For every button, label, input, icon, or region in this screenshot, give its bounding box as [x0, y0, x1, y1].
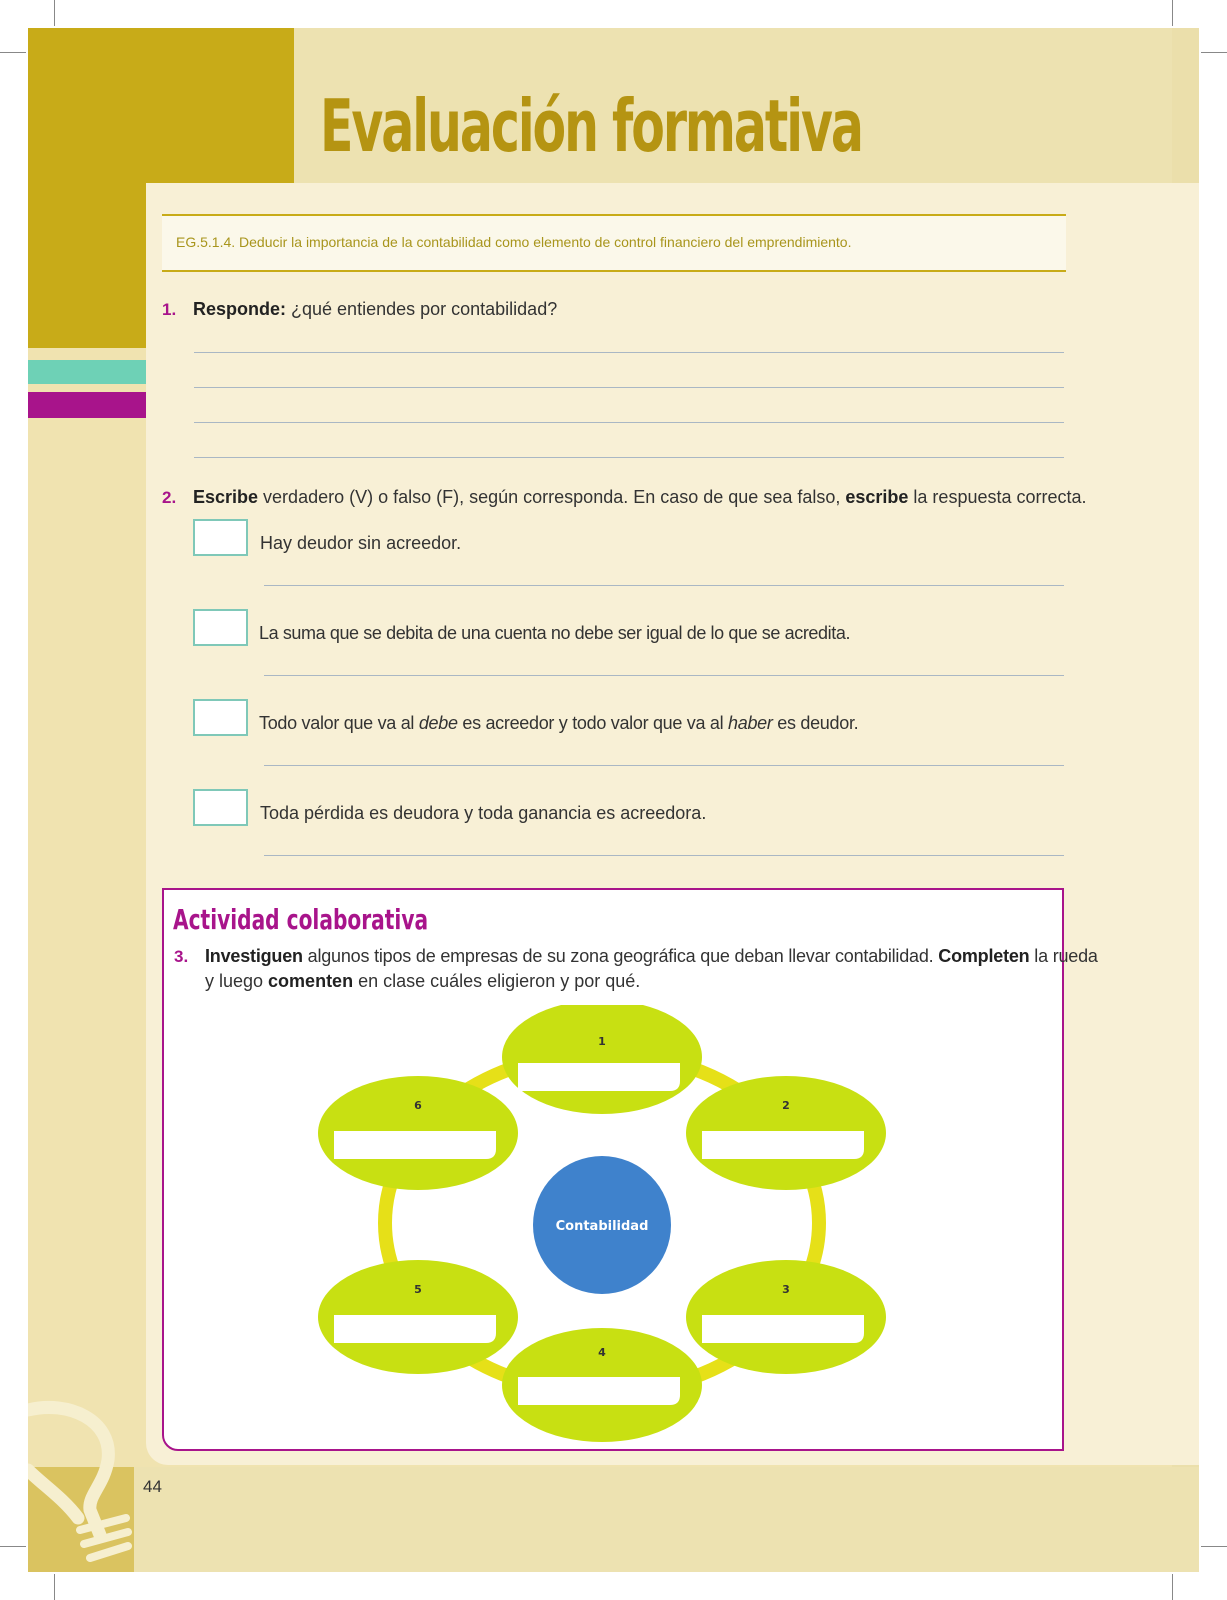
question-body: la respuesta correcta. — [908, 487, 1087, 507]
statement-2: La suma que se debita de una cuenta no debe ser igual de lo que se acredita. — [259, 623, 851, 643]
question-2-text — [193, 487, 1087, 508]
answer-field[interactable] — [702, 1131, 864, 1159]
question-body: la rueda — [1029, 946, 1098, 966]
crop-mark — [0, 1546, 26, 1547]
answer-line[interactable] — [264, 765, 1064, 766]
node-number: 3 — [782, 1283, 790, 1296]
answer-line[interactable] — [194, 352, 1064, 353]
answer-field[interactable] — [702, 1315, 864, 1343]
question-3 — [174, 947, 188, 967]
page-title: Evaluación formativa — [320, 84, 862, 168]
statement-4: Toda pérdida es deudora y toda ganancia es acreedora. — [260, 803, 707, 823]
node-number: 2 — [782, 1099, 790, 1112]
statement-1: Hay deudor sin acreedor. — [260, 533, 462, 553]
question-verb: escribe — [845, 487, 909, 507]
lightbulb-icon — [28, 1400, 138, 1572]
answer-line[interactable] — [194, 422, 1064, 423]
question-number: 1. — [162, 300, 177, 319]
wheel-node-3 — [686, 1260, 886, 1374]
question-body: algunos tipos de empresas de su zona geográfica que deban llevar contabilidad. — [302, 946, 939, 966]
wheel-node-5 — [318, 1260, 518, 1374]
answer-line[interactable] — [194, 387, 1064, 388]
question-body: verdadero (V) o falso (F), según corresponda. En caso de que sea falso, — [258, 487, 846, 507]
question-1 — [162, 300, 176, 320]
true-false-box[interactable] — [193, 609, 248, 646]
question-number: 2. — [162, 488, 177, 507]
node-number: 5 — [414, 1283, 422, 1296]
teal-accent-bar — [28, 360, 146, 384]
magenta-accent-bar — [28, 392, 146, 418]
true-false-box[interactable] — [193, 519, 248, 556]
statement-term: debe — [418, 713, 458, 733]
footer-band — [28, 1467, 1199, 1572]
answer-line[interactable] — [264, 585, 1064, 586]
page-number: 44 — [143, 1477, 162, 1496]
statement-3 — [259, 713, 858, 734]
node-number: 1 — [598, 1035, 606, 1048]
answer-field[interactable] — [334, 1315, 496, 1343]
business-wheel-diagram — [300, 1005, 900, 1445]
question-2 — [162, 488, 176, 508]
question-3-text-line-1 — [205, 946, 1098, 967]
crop-mark — [1201, 52, 1227, 53]
crop-mark — [1201, 1546, 1227, 1547]
question-3-text-line-2 — [205, 971, 640, 992]
statement-term: haber — [728, 713, 773, 733]
answer-field[interactable] — [334, 1131, 496, 1159]
collaborative-activity-title: Actividad colaborativa — [173, 903, 429, 936]
question-verb: Escribe — [193, 487, 259, 507]
crop-mark — [0, 52, 26, 53]
skill-standard-text: EG.5.1.4. Deducir la importancia de la contabilidad como elemento de control financiero del emprendimiento. — [176, 234, 852, 250]
wheel-node-2 — [686, 1076, 886, 1190]
question-verb: Investiguen — [205, 946, 303, 966]
wheel-node-6 — [318, 1076, 518, 1190]
question-verb: Responde: — [193, 299, 287, 319]
crop-mark — [54, 1574, 55, 1600]
question-body: ¿qué entiendes por contabilidad? — [286, 299, 558, 319]
wheel-node-1 — [502, 1005, 702, 1114]
statement-text: es acreedor y todo valor que va al — [457, 713, 729, 733]
answer-field[interactable] — [518, 1377, 680, 1405]
wheel-center-label: Contabilidad — [555, 1219, 649, 1234]
wheel-node-4 — [502, 1328, 702, 1442]
question-body: en clase cuáles eligieron y por qué. — [353, 971, 641, 991]
question-verb: Completen — [938, 946, 1030, 966]
skill-standard-box — [162, 214, 1066, 272]
answer-line[interactable] — [194, 457, 1064, 458]
crop-mark — [1172, 0, 1173, 26]
crop-mark — [1172, 1574, 1173, 1600]
question-1-text — [193, 299, 557, 320]
wheel-center — [533, 1156, 671, 1294]
answer-line[interactable] — [264, 855, 1064, 856]
answer-line[interactable] — [264, 675, 1064, 676]
question-verb: comenten — [268, 971, 354, 991]
crop-mark — [54, 0, 55, 26]
statement-text: es deudor. — [772, 713, 859, 733]
statement-text: Todo valor que va al — [259, 713, 419, 733]
question-number: 3. — [174, 947, 189, 966]
node-number: 6 — [414, 1099, 422, 1112]
question-body: y luego — [205, 971, 269, 991]
answer-field[interactable] — [518, 1063, 680, 1091]
node-number: 4 — [598, 1346, 606, 1359]
true-false-box[interactable] — [193, 699, 248, 736]
true-false-box[interactable] — [193, 789, 248, 826]
